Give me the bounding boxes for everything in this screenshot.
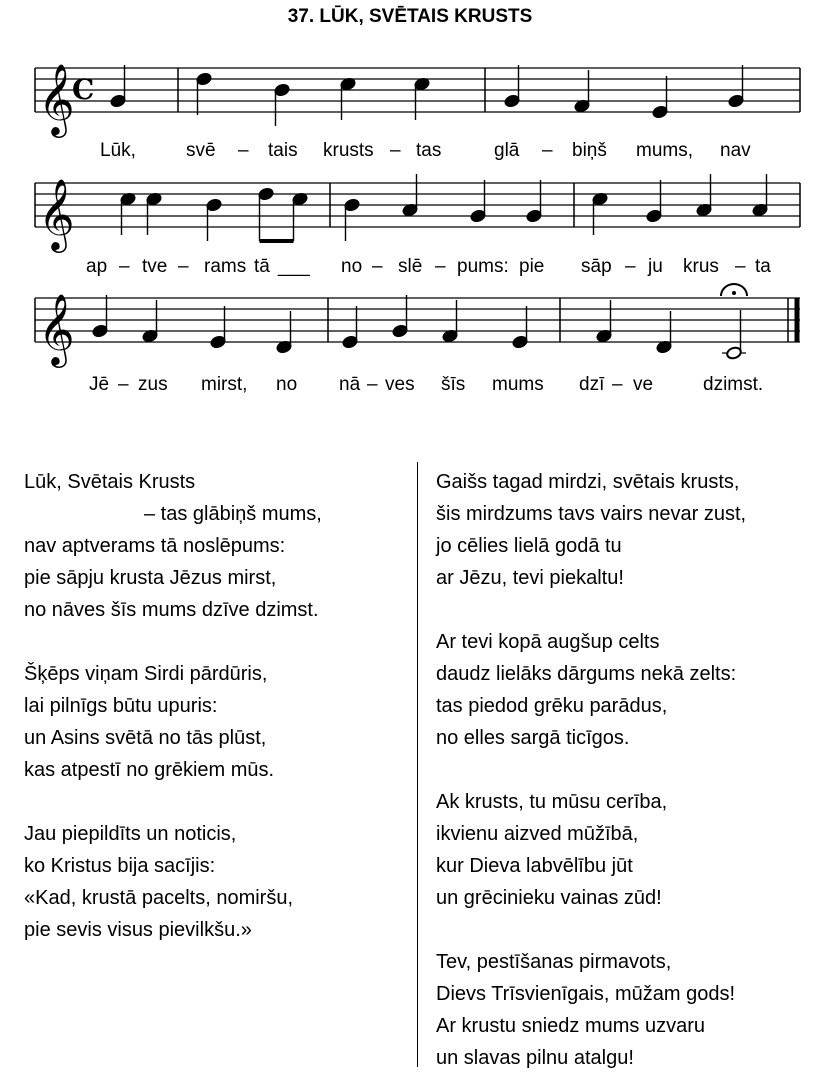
lyric-syllable: biņš (572, 140, 607, 161)
lyric-syllable: – (118, 374, 129, 395)
time-signature: C (72, 73, 95, 106)
verse-line: Šķēps viņam Sirdi pārdūris, (24, 663, 268, 685)
verse-line: šis mirdzums tavs vairs nevar zust, (436, 503, 747, 525)
lyric-syllable: mirst, (201, 374, 248, 395)
lyric-syllable: ju (648, 256, 663, 277)
verse-line: un slavas pilnu atalgu! (436, 1047, 634, 1069)
lyric-syllable: – (178, 256, 189, 277)
lyric-syllable: mums, (636, 140, 693, 161)
lyric-syllable: – (542, 140, 553, 161)
lyric-syllable: ___ (278, 256, 310, 277)
left-column (24, 466, 322, 946)
verse-line: pie sevis visus pievilkšu.» (24, 919, 252, 941)
lyric-syllable: – (390, 140, 401, 161)
verse-line: no nāves šīs mums dzīve dzimst. (24, 599, 319, 621)
lyric-syllable: – (238, 140, 249, 161)
treble-clef-icon: 𝄞 (38, 292, 75, 365)
lyric-syllable: pums: (457, 256, 509, 277)
verse-line: pie sāpju krusta Jēzus mirst, (24, 567, 277, 589)
fermata-icon (721, 284, 747, 296)
verse-line: – tas glābiņš mums, (144, 503, 322, 525)
verse-line: Gaišs tagad mirdzi, svētais krusts, (436, 471, 740, 493)
lyric-syllable: no (341, 256, 363, 277)
lyric-syllable: mums (492, 374, 544, 395)
lyric-syllable: Jē (89, 374, 110, 395)
lyric-syllable: šīs (441, 374, 466, 395)
lyric-syllable: – (367, 374, 378, 395)
treble-clef-icon: 𝄞 (38, 62, 75, 135)
verse-line: Jau piepildīts un noticis, (24, 823, 237, 845)
lyric-syllable: Lūk, (100, 140, 136, 161)
lyric-syllable: tas (416, 140, 442, 161)
verse-line: Ak krusts, tu mūsu cerība, (436, 791, 668, 813)
lyric-syllable: no (276, 374, 298, 395)
lyric-syllable: svē (186, 140, 216, 161)
treble-clef-icon: 𝄞 (38, 177, 75, 250)
lyric-syllable: tais (268, 140, 298, 161)
lyric-syllable: ap (86, 256, 108, 277)
lyric-syllable: dzī (579, 374, 605, 395)
lyric-syllable: – (119, 256, 130, 277)
lyric-syllable: dzimst. (703, 374, 764, 395)
verse-line: un grēcinieku vainas zūd! (436, 887, 662, 909)
verse-line: Lūk, Svētais Krusts (24, 471, 196, 493)
verse-line: jo cēlies lielā godā tu (436, 535, 622, 557)
lyric-syllable: tā (254, 256, 270, 277)
lyric-syllable: tve (142, 256, 168, 277)
verse-line: lai pilnīgs būtu upuris: (24, 695, 218, 717)
verse-line: Ar tevi kopā augšup celts (436, 631, 660, 653)
lyric-syllable: pie (519, 256, 545, 277)
lyric-syllable: krusts (323, 140, 374, 161)
lyric-syllable: – (735, 256, 746, 277)
verse-line: kas atpestī no grēkiem mūs. (24, 759, 275, 781)
lyric-syllable: glā (494, 140, 520, 161)
lyric-syllable: – (625, 256, 636, 277)
lyric-syllable: nav (720, 140, 751, 161)
music-staff-3 (0, 270, 820, 390)
lyric-syllable: – (372, 256, 383, 277)
verse-line: daudz lielāks dārgums nekā zelts: (436, 663, 737, 685)
lyric-syllable: ta (755, 256, 771, 277)
lyric-syllable: krus (683, 256, 719, 277)
lyric-syllable: nā (339, 374, 361, 395)
verse-line: Tev, pestīšanas pirmavots, (436, 951, 672, 973)
lyric-syllable: sāp (581, 256, 612, 277)
verse-line: un Asins svētā no tās plūst, (24, 727, 267, 749)
verse-line: Dievs Trīsvienīgais, mūžam gods! (436, 983, 735, 1005)
lyric-syllable: ve (633, 374, 654, 395)
verse-line: tas piedod grēku parādus, (436, 695, 668, 717)
lyric-syllable: rams (204, 256, 247, 277)
verse-line: ko Kristus bija sacījis: (24, 855, 216, 877)
lyric-syllable: zus (138, 374, 168, 395)
column-divider (417, 462, 418, 1067)
verse-line: kur Dieva labvēlību jūt (436, 855, 633, 877)
verse-line: «Kad, krustā pacelts, nomiršu, (24, 887, 294, 909)
verse-line: nav aptverams tā noslēpums: (24, 535, 286, 557)
lyric-syllable: – (435, 256, 446, 277)
verse-line: ikvienu aizved mūžībā, (436, 823, 639, 845)
hymn-title: 37. LŪK, SVĒTAIS KRUSTS (287, 6, 533, 27)
lyric-syllable: slē (398, 256, 423, 277)
lyric-syllable: – (612, 374, 623, 395)
verse-line: Ar krustu sniedz mums uzvaru (436, 1015, 705, 1037)
verse-line: ar Jēzu, tevi piekaltu! (436, 567, 624, 589)
right-column (436, 466, 746, 1074)
verse-line: no elles sargā ticīgos. (436, 727, 630, 749)
lyric-syllable: ves (385, 374, 415, 395)
